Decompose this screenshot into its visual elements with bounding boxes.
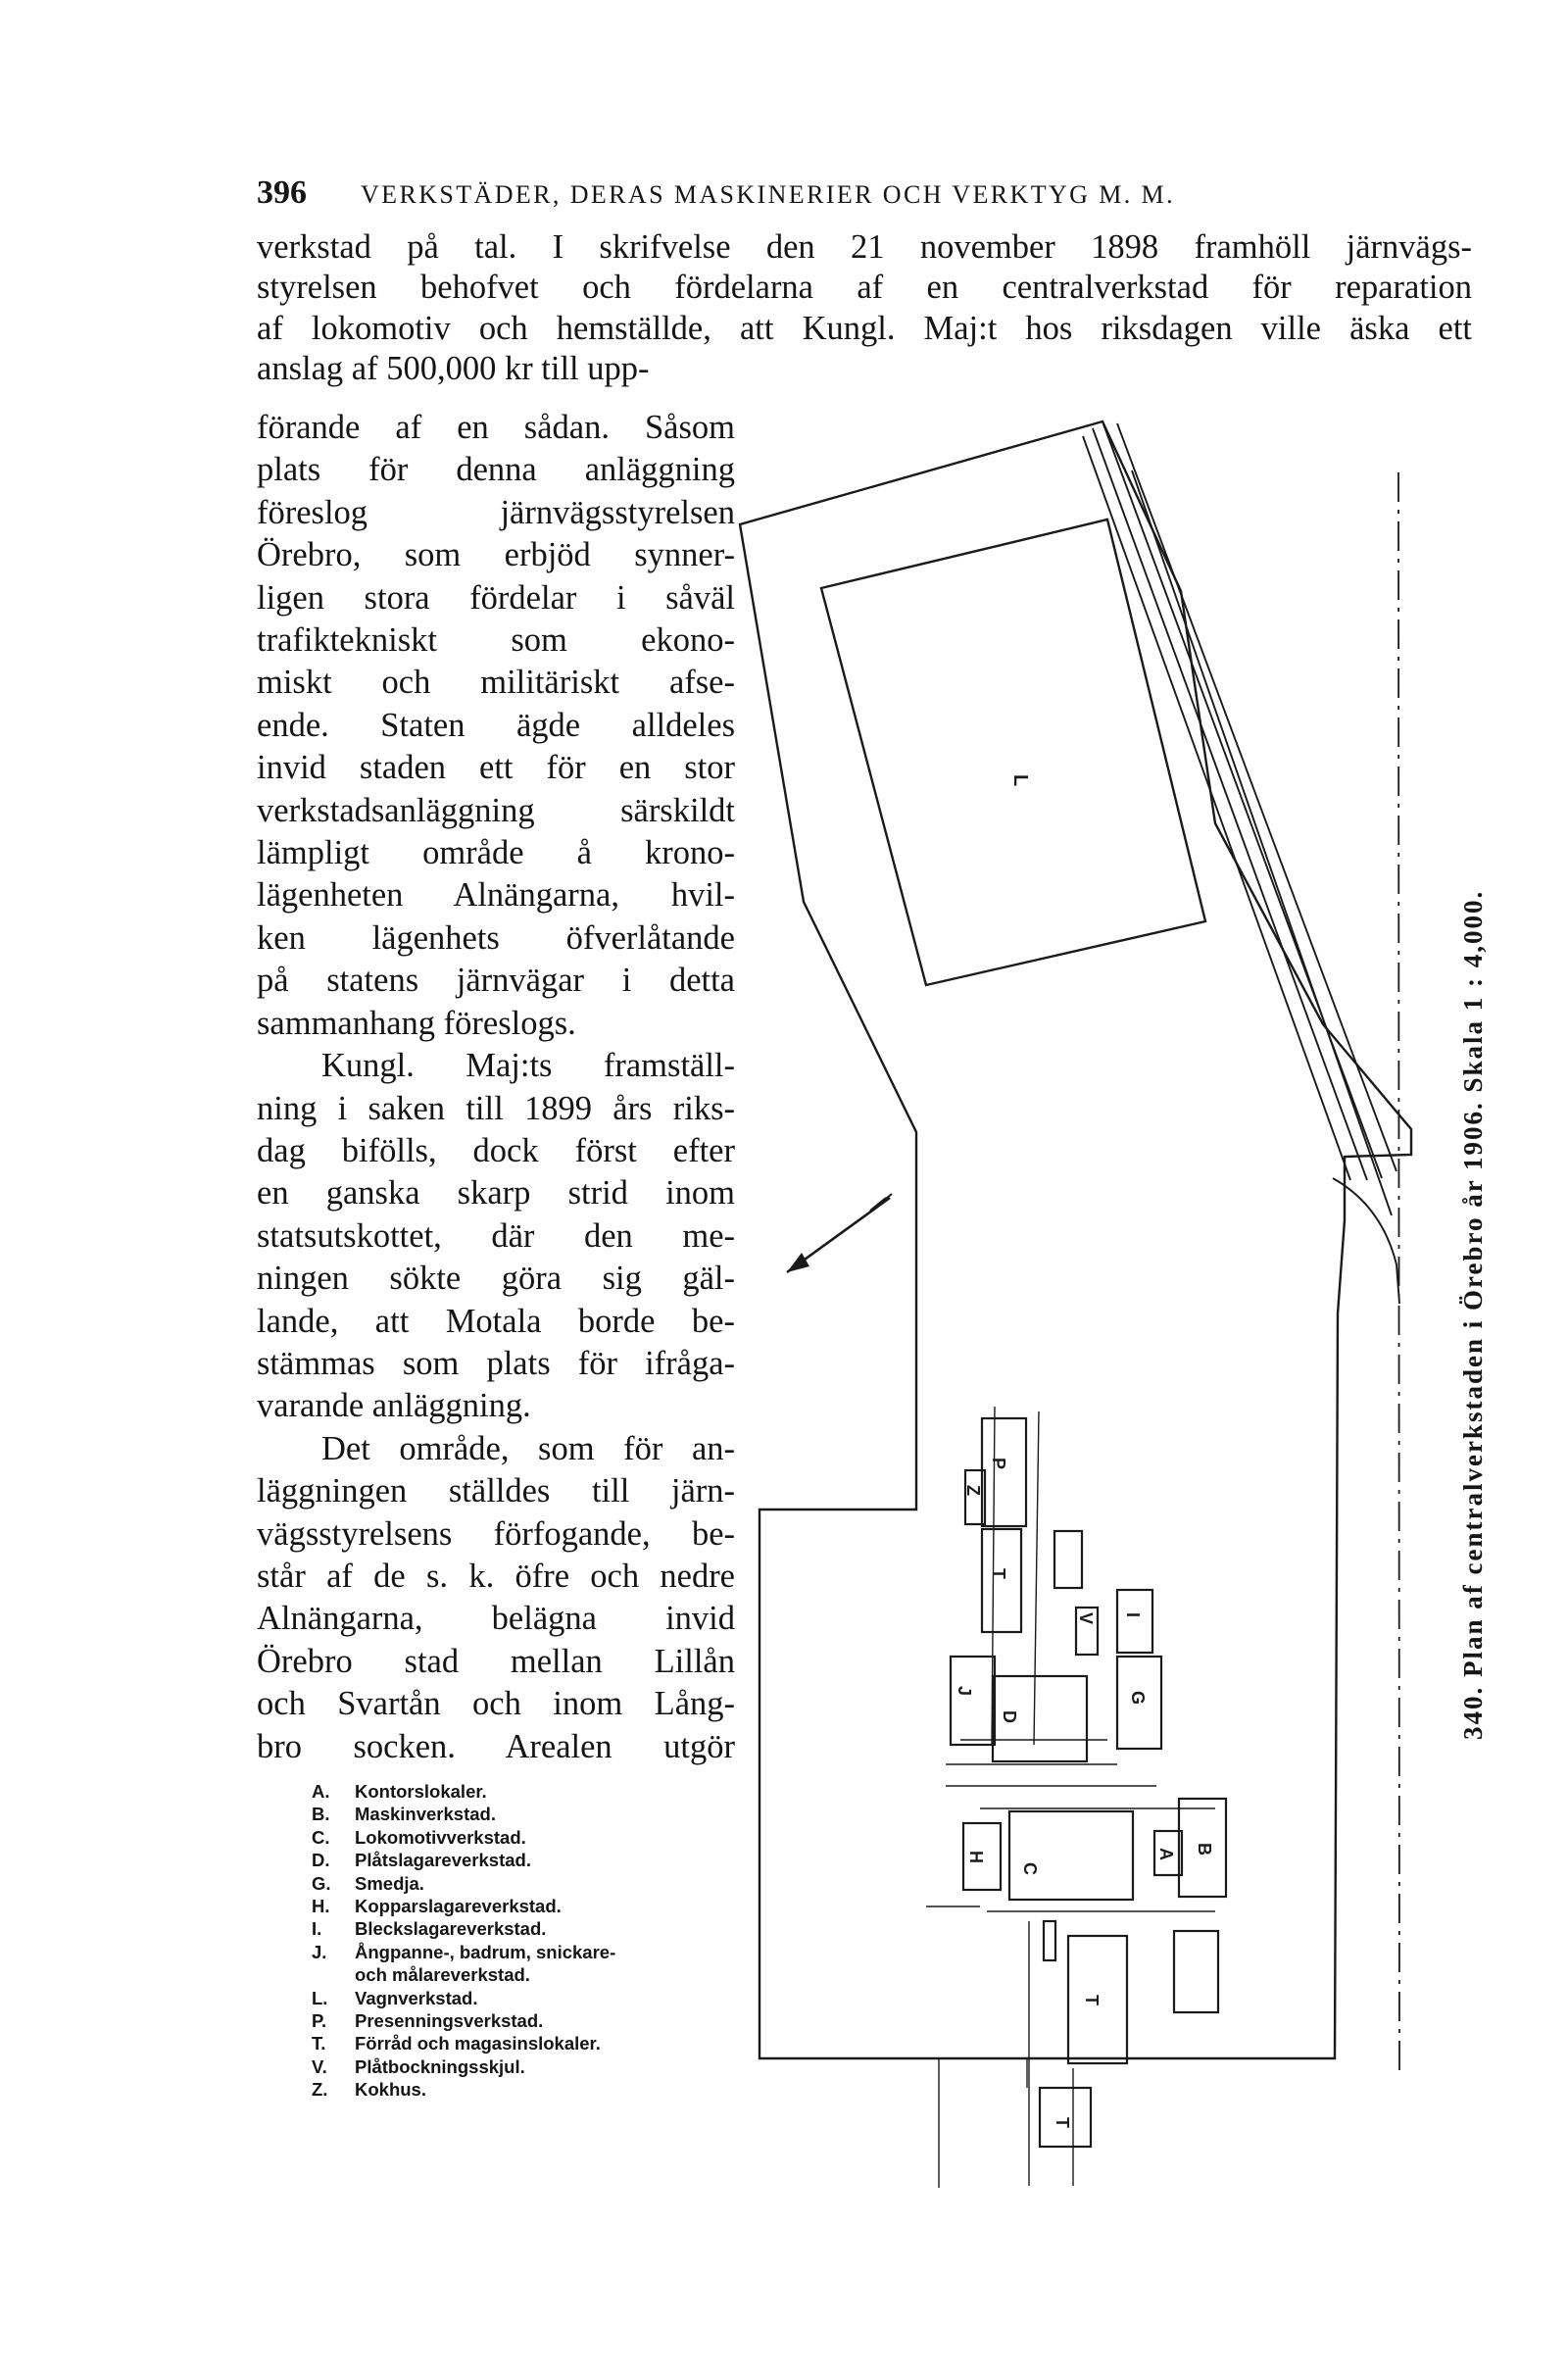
text-line: Örebro, som erbjöd synner-	[257, 536, 735, 574]
legend-entry: I. Bleckslagareverkstad.	[312, 1918, 547, 1940]
text-line: varande anläggning.	[257, 1387, 531, 1425]
legend-entry: T. Förråd och magasinslokaler.	[312, 2033, 601, 2054]
page-number: 396	[257, 174, 307, 211]
text-line: invid staden ett för en stor	[257, 749, 735, 787]
building-small-1	[1054, 1531, 1082, 1588]
map-label: P	[989, 1458, 1008, 1470]
text-line: Örebro stad mellan Lillån	[257, 1642, 735, 1680]
text-line: statsutskottet, där den me-	[257, 1216, 735, 1255]
legend-entry: G. Smedja.	[312, 1872, 424, 1894]
map-label: L	[1009, 774, 1031, 787]
north-arrow	[787, 1194, 892, 1272]
text-line: sammanhang föreslogs.	[257, 1004, 576, 1042]
text-line: ning i saken till 1899 års riks-	[257, 1089, 735, 1127]
text-line: ningen sökte göra sig gäl-	[257, 1260, 735, 1298]
map-label: C	[1020, 1862, 1040, 1875]
text-line: verkstadsanläggning särskildt	[257, 791, 735, 829]
text-line: föreslog järnvägsstyrelsen	[257, 493, 735, 531]
building-c	[1009, 1811, 1133, 1900]
map-label: T	[1053, 2117, 1072, 2128]
text-line: trafiktekniskt som ekono-	[257, 621, 735, 660]
text-line: Det område, som för an-	[321, 1429, 735, 1467]
rail-track	[1117, 423, 1396, 1171]
legend-entry-continuation: och målareverkstad.	[355, 1964, 530, 1986]
map-label: T	[989, 1568, 1008, 1579]
text-line: och Svartån och inom Lång-	[257, 1685, 735, 1723]
rail-track	[1132, 470, 1392, 1215]
rail-track	[1093, 428, 1367, 1180]
text-line: en ganska skarp strid inom	[257, 1174, 735, 1213]
text-line: lande, att Motala borde be-	[257, 1302, 735, 1340]
legend-entry: D. Plåtslagareverkstad.	[312, 1850, 531, 1871]
site-boundary	[740, 421, 1411, 2058]
building-p	[982, 1418, 1026, 1526]
building-j	[951, 1657, 995, 1745]
text-line: af lokomotiv och hemställde, att Kungl. Maj:t hos riksdagen ville äska ett	[257, 309, 1472, 347]
rail-track	[1083, 436, 1350, 1180]
text-line: vägsstyrelsens förfogande, be-	[257, 1514, 735, 1553]
legend-entry: V. Plåtbockningsskjul.	[312, 2055, 525, 2077]
text-line: bro socken. Arealen utgör	[257, 1727, 735, 1765]
legend-entry: C. Lokomotivverkstad.	[312, 1826, 526, 1848]
text-line: styrelsen behofvet och fördelarna af en centralverkstad för reparation	[257, 269, 1472, 307]
figure-legend	[312, 1780, 762, 2102]
figure-caption: 340. Plan af centralverkstaden i Örebro år 1906. Skala 1 : 4,000.	[1458, 889, 1488, 1740]
legend-entry: P. Presenningsverkstad.	[312, 2010, 544, 2032]
map-label: B	[1195, 1843, 1214, 1856]
legend-entry: A. Kontorslokaler.	[312, 1781, 487, 1802]
text-line: stämmas som plats för ifråga-	[257, 1344, 735, 1382]
map-label: T	[1082, 1995, 1102, 2005]
text-line: plats för denna anläggning	[257, 451, 735, 489]
text-line: dag bifölls, dock först efter	[257, 1131, 735, 1169]
text-line: ende. Staten ägde alldeles	[257, 706, 735, 744]
map-label: V	[1076, 1612, 1096, 1625]
map-label: Z	[963, 1485, 983, 1496]
map-label: J	[955, 1686, 974, 1697]
text-line: läggningen ställdes till järn-	[257, 1472, 735, 1510]
text-line: ken lägenhets öfverlåtande	[257, 918, 735, 957]
text-line: ligen stora fördelar i såväl	[257, 578, 735, 617]
text-line: lämpligt område å krono-	[257, 834, 735, 872]
text-line: på statens järnvägar i detta	[257, 962, 735, 1000]
text-line: miskt och militäriskt afse-	[257, 664, 735, 702]
legend-entry: L. Vagnverkstad.	[312, 1987, 478, 2008]
text-line: förande af en sådan. Såsom	[257, 409, 735, 446]
legend-entry: H. Kopparslagareverkstad.	[312, 1896, 562, 1917]
map-label: H	[966, 1851, 986, 1863]
text-line: står af de s. k. öfre och nedre	[257, 1557, 735, 1595]
legend-entry: B. Maskinverkstad.	[312, 1804, 496, 1825]
building-sub	[1044, 1921, 1055, 1960]
text-line: Kungl. Maj:ts framställ-	[321, 1047, 735, 1085]
map-label: A	[1156, 1848, 1176, 1860]
map-label: I	[1123, 1612, 1143, 1618]
running-head-title: VERKSTÄDER, DERAS MASKINERIER OCH VERKTYG M. M.	[361, 180, 1175, 209]
building-l-outline	[821, 520, 1205, 985]
text-line: verkstad på tal. I skrifvelse den 21 november 1898 framhöll järnvägs-	[257, 228, 1472, 266]
building-i	[1117, 1590, 1152, 1653]
building-t-upper	[982, 1529, 1021, 1632]
text-line: anslag af 500,000 kr till upp-	[257, 349, 650, 387]
legend-entry: Z. Kokhus.	[312, 2079, 426, 2101]
text-line: Alnängarna, belägna invid	[257, 1600, 735, 1638]
legend-entry: J. Ångpanne-, badrum, snickare-	[312, 1941, 616, 1962]
map-label: D	[1000, 1710, 1019, 1723]
text-line: lägenheten Alnängarna, hvil-	[257, 876, 735, 915]
map-label: G	[1128, 1691, 1148, 1706]
building-a-small	[1174, 1931, 1218, 2012]
property-line-right	[1398, 472, 1399, 2070]
